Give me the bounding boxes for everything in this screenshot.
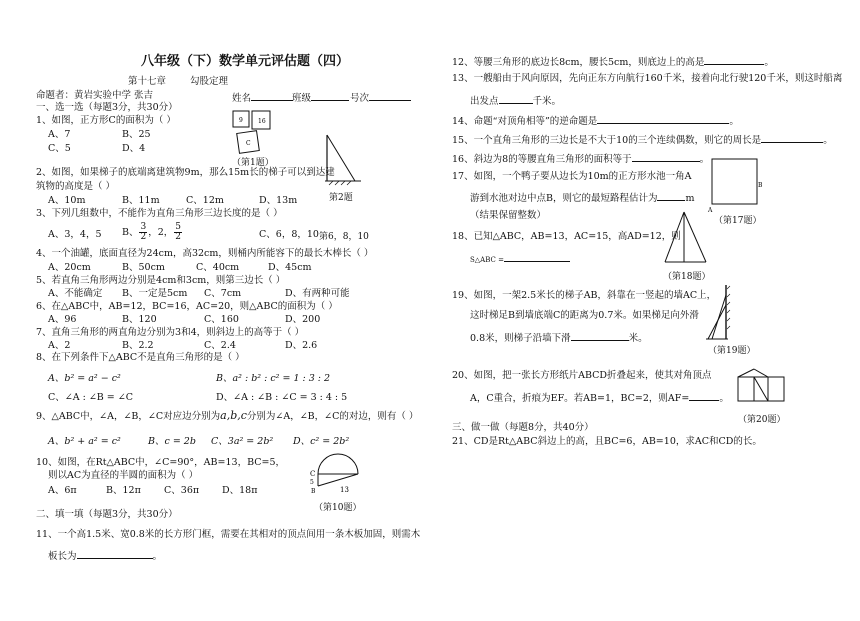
q5-opt-d[interactable]: D、有两种可能: [285, 288, 350, 299]
q17-figure: [708, 155, 768, 215]
q15-answer-blank[interactable]: [761, 132, 823, 143]
q19-text: 19、如图，一架2.5米长的梯子AB，斜靠在一竖起的墙AC上，: [452, 290, 717, 301]
q20-caption: （第20题）: [738, 415, 786, 425]
q10-opt-a[interactable]: A、6π: [48, 485, 77, 496]
q18-text: 18、已知△ABC，AB=13，AC=15，高AD=12，则: [452, 231, 681, 242]
q5-opt-c[interactable]: C、7cm: [204, 288, 242, 299]
number-field[interactable]: [350, 90, 411, 105]
q17-text-c: （结果保留整数）: [470, 210, 547, 221]
q13-text-b: 出发点 千米。: [470, 93, 561, 108]
q17-text: 17、如图，一个鸭子要从边长为10m的正方形水池一角A: [452, 171, 692, 182]
q6-opt-c[interactable]: C、160: [204, 314, 239, 325]
q4-text: 4、一个油罐，底面直径为24cm，高32cm，则桶内所能容下的最长木棒长（ ）: [36, 248, 374, 259]
q1-opt-c[interactable]: C、5: [48, 143, 71, 154]
q20-text-b: A，C重合，折痕为EF。若AB=1，BC=2，则AF= 。: [470, 390, 729, 405]
q7-opt-a[interactable]: A、2: [48, 340, 71, 351]
q2-opt-b[interactable]: B、11m: [122, 195, 160, 206]
q12-text: 12、等腰三角形的底边长8cm，腰长5cm，则底边上的高是 。: [452, 54, 774, 69]
q10-fig-b: B: [311, 488, 316, 495]
section2-heading: 二、填一填（每题3分，共30分）: [36, 509, 178, 520]
q17-caption: （第17题）: [714, 216, 762, 226]
q1-caption: （第1题）: [232, 158, 274, 168]
q7-text: 7、直角三角形的两直角边分别为3和4，则斜边上的高等于（ ）: [36, 327, 305, 338]
q2-opt-a[interactable]: A、10m: [48, 195, 86, 206]
q1-opt-a[interactable]: A、7: [48, 129, 71, 140]
q10-opt-c[interactable]: C、36π: [164, 485, 200, 496]
q20-figure: [734, 365, 794, 410]
q17-text-b: 游到水池对边中点B，则它的最短路程估计为 m: [470, 190, 695, 205]
q2-opt-c[interactable]: C、12m: [186, 195, 224, 206]
q9-vars: a,b,c: [220, 409, 247, 422]
chapter-label: 第十七章: [128, 76, 167, 87]
q3-text: 3、下列几组数中，不能作为直角三角形三边长度的是（ ）: [36, 208, 283, 219]
q19-caption: （第19题）: [708, 346, 756, 356]
q2-caption: 第2题: [329, 193, 353, 203]
q17-answer-blank[interactable]: [657, 190, 685, 201]
q9-text: 9、△ABC中，∠A，∠B，∠C对应边分别为a,b,c分别为∠A，∠B，∠C的对边，则有（ ）: [36, 409, 419, 422]
q4-opt-b[interactable]: B、50cm: [122, 262, 165, 273]
q1-figure: [230, 108, 290, 158]
q3-frac-1: $\frac{3}{2}$: [140, 222, 147, 242]
q15-text: 15、一个直角三角形的三边长是不大于10的三个连续偶数，则它的周长是 。: [452, 132, 833, 147]
section3-heading: 三、做一做（每题8分，共40分）: [452, 422, 594, 433]
q1-text: 1、如图，正方形C的面积为（ ）: [36, 115, 176, 126]
q4-opt-c[interactable]: C、40cm: [196, 262, 240, 273]
section1-heading: 一、选一选（每题3分，共30分）: [36, 102, 178, 113]
q9-opt-d[interactable]: D、c² = 2b²: [293, 436, 350, 447]
q14-answer-blank[interactable]: [597, 113, 729, 124]
name-field[interactable]: [232, 90, 293, 105]
q1-opt-b[interactable]: B、25: [122, 129, 151, 140]
q8-text: 8、在下列条件下△ABC不是直角三角形的是（ ）: [36, 352, 245, 363]
q6-8-10-caption: 第6，8，10: [319, 232, 369, 242]
q17-fig-a: A: [708, 207, 713, 214]
class-field[interactable]: [292, 90, 349, 105]
q2-text-b: 筑物的高度是（ ）: [36, 181, 116, 192]
q10-fig-c: C: [310, 470, 316, 478]
q5-opt-a[interactable]: A、不能确定: [48, 288, 103, 299]
q7-opt-d[interactable]: D、2.6: [285, 340, 318, 351]
q1-fig-b: 16: [258, 118, 266, 125]
q9-opt-b[interactable]: B、c = 2b: [148, 436, 196, 447]
q8-opt-b[interactable]: B、a² : b² : c² = 1 : 3 : 2: [216, 373, 331, 384]
q3-opt-a[interactable]: A、3，4，5: [48, 229, 102, 240]
q10-opt-d[interactable]: D、18π: [222, 485, 258, 496]
q10-text-b: 则以AC为直径的半圆的面积为（ ）: [48, 470, 199, 481]
q16-answer-blank[interactable]: [632, 151, 700, 162]
q4-opt-d[interactable]: D、45cm: [268, 262, 312, 273]
q4-opt-a[interactable]: A、20cm: [48, 262, 91, 273]
number-label: 号次: [350, 93, 370, 104]
q3-opt-c[interactable]: C、6，8，10: [259, 229, 319, 240]
q8-opt-d[interactable]: D、∠A : ∠B : ∠C = 3 : 4 : 5: [216, 392, 348, 403]
q11-answer-blank[interactable]: [77, 548, 153, 559]
q1-fig-c: C: [246, 140, 251, 147]
q10-fig-thirteen: 13: [340, 486, 349, 494]
q6-opt-a[interactable]: A、96: [48, 314, 77, 325]
q16-text: 16、斜边为8的等腰直角三角形的面积等于 。: [452, 151, 709, 166]
q8-opt-a[interactable]: A、b² = a² − c²: [48, 373, 121, 384]
q10-figure: [308, 452, 368, 502]
q10-caption: （第10题）: [314, 503, 362, 513]
q14-text: 14、命题“对顶角相等”的逆命题是 。: [452, 113, 739, 128]
q19-text-c: 0.8米，则梯子沿墙下滑 米。: [470, 330, 648, 345]
q3-opt-b[interactable]: B、 $\frac{3}{2}$ ，2， $\frac{5}{2}$: [122, 222, 181, 242]
q1-opt-d[interactable]: D、4: [122, 143, 146, 154]
q10-opt-b[interactable]: B、12π: [106, 485, 141, 496]
q13-text: 13、一艘船由于风向原因，先向正东方向航行160千米，接着向北行驶120千米，则这时船离: [452, 73, 843, 84]
q18-answer-blank[interactable]: [504, 251, 570, 262]
class-label: 班级: [292, 93, 312, 104]
q5-opt-b[interactable]: B、一定是5cm: [122, 288, 188, 299]
q19-answer-blank[interactable]: [571, 330, 629, 341]
q19-figure: [706, 283, 742, 343]
q1-fig-a: 9: [239, 117, 243, 124]
q19-text-b: 这时梯足B到墙底端C的距离为0.7米。如果梯足向外滑: [470, 310, 699, 321]
q7-opt-b[interactable]: B、2.2: [122, 340, 154, 351]
q10-text: 10、如图，在Rt△ABC中，∠C=90°，AB=13，BC=5，: [36, 457, 285, 468]
q6-opt-b[interactable]: B、120: [122, 314, 157, 325]
page-title: 八年级（下）数学单元评估题（四）: [141, 54, 350, 69]
q20-text: 20、如图，把一张长方形纸片ABCD折叠起来，使其对角顶点: [452, 370, 712, 381]
q9-opt-a[interactable]: A、b² + a² = c²: [48, 436, 121, 447]
q18-caption: （第18题）: [663, 272, 711, 282]
name-label: 姓名: [232, 93, 252, 104]
q11-text-b: 板长为 。: [48, 548, 162, 563]
author-line: 命题者：黄岩实验中学 张吉: [36, 90, 154, 101]
q12-answer-blank[interactable]: [704, 54, 764, 65]
q5-text: 5、若直角三角形两边分别是4cm和3cm，则第三边长（ ）: [36, 275, 286, 286]
q11-text: 11、一个高1.5米、宽0.8米的长方形门框，需要在其相对的顶点间用一条木板加固，则需木: [36, 529, 421, 540]
q13-answer-blank[interactable]: [499, 93, 533, 104]
q8-opt-c[interactable]: C、∠A : ∠B = ∠C: [48, 392, 133, 403]
q7-opt-c[interactable]: C、2.4: [204, 340, 236, 351]
topic-label: 勾股定理: [190, 76, 229, 87]
q18-figure: [662, 210, 712, 265]
q20-answer-blank[interactable]: [689, 390, 719, 401]
q10-fig-five: 5: [310, 479, 314, 486]
q6-opt-d[interactable]: D、200: [285, 314, 321, 325]
q9-opt-c[interactable]: C、3a² = 2b²: [211, 436, 274, 447]
q6-text: 6、在△ABC中，AB=12，BC=16，AC=20，则△ABC的面积为（ ）: [36, 301, 338, 312]
q17-fig-b: B: [758, 182, 763, 189]
q2-opt-d[interactable]: D、13m: [259, 195, 298, 206]
q18-text-b: S△ABC =: [470, 251, 570, 266]
q3-frac-2: $\frac{5}{2}$: [175, 222, 181, 242]
q2-text: 2、如图，如果梯子的底端离建筑物9m，那么15m长的梯子可以到达建: [36, 167, 335, 178]
q21-text: 21、CD是Rt△ABC斜边上的高，且BC=6，AB=10，求AC和CD的长。: [452, 436, 762, 447]
